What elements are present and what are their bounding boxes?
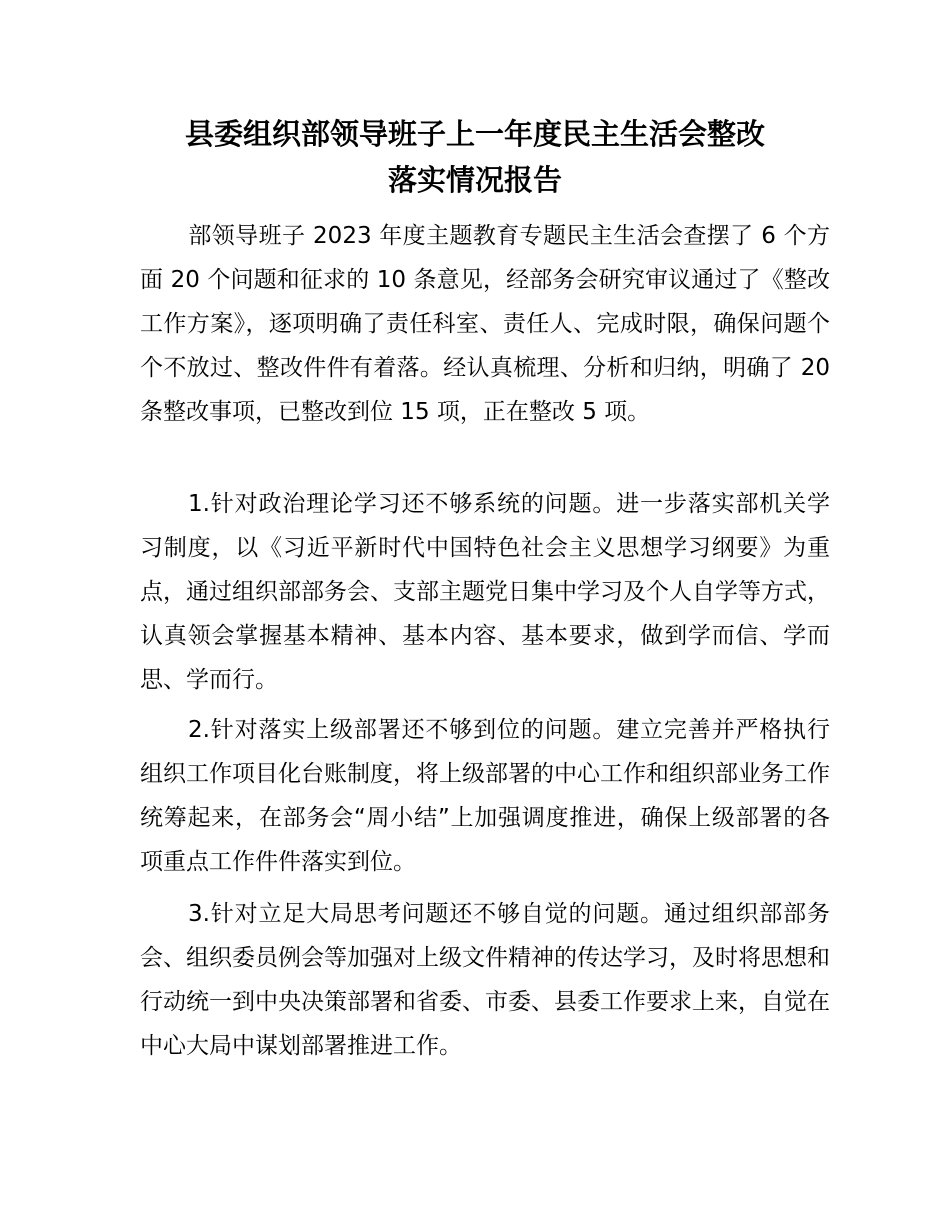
document-title-line-1: 县委组织部领导班子上一年度民主生活会整改 — [184, 117, 765, 151]
paragraph-text: 1.针对政治理论学习还不够系统的问题。进一步落实部机关学习制度，以《习近平新时代中国特色社会主义思想学习纲要》为重点，通过组织部部务会、支部主题党日集中学习及个人自学等方式，认真领会掌握基本精神、基本内容、基本要求，做到学而信、学而思、学而行。 — [140, 491, 830, 693]
paragraph-text: 部领导班子 2023 年度主题教育专题民主生活会查摆了 6 个方面 20 个问题和征求的 10 条意见，经部务会研究审议通过了《整改工作方案》，逐项明确了责任科室、责任人、完成时限，确保问题个个不放过、整改件件有着落。经认真梳理、分析和归纳，明确了 20 条整改事项，已整改到位 15 项，正在整改 5 项。 — [140, 223, 830, 425]
paragraph-intro — [140, 214, 830, 434]
paragraph-item-2 — [140, 708, 830, 884]
paragraph-text: 3.针对立足大局思考问题还不够自觉的问题。通过组织部部务会、组织委员例会等加强对上级文件精神的传达学习，及时将思想和行动统一到中央决策部署和省委、市委、县委工作要求上来，自觉在中心大局中谋划部署推进工作。 — [140, 901, 830, 1059]
paragraph-item-1 — [140, 482, 830, 702]
paragraph-item-3 — [140, 892, 830, 1068]
paragraph-text: 2.针对落实上级部署还不够到位的问题。建立完善并严格执行组织工作项目化台账制度，将上级部署的中心工作和组织部业务工作统筹起来，在部务会“周小结”上加强调度推进，确保上级部署的各项重点工作件件落实到位。 — [140, 717, 830, 875]
document-title-line-2: 落实情况报告 — [387, 163, 562, 197]
